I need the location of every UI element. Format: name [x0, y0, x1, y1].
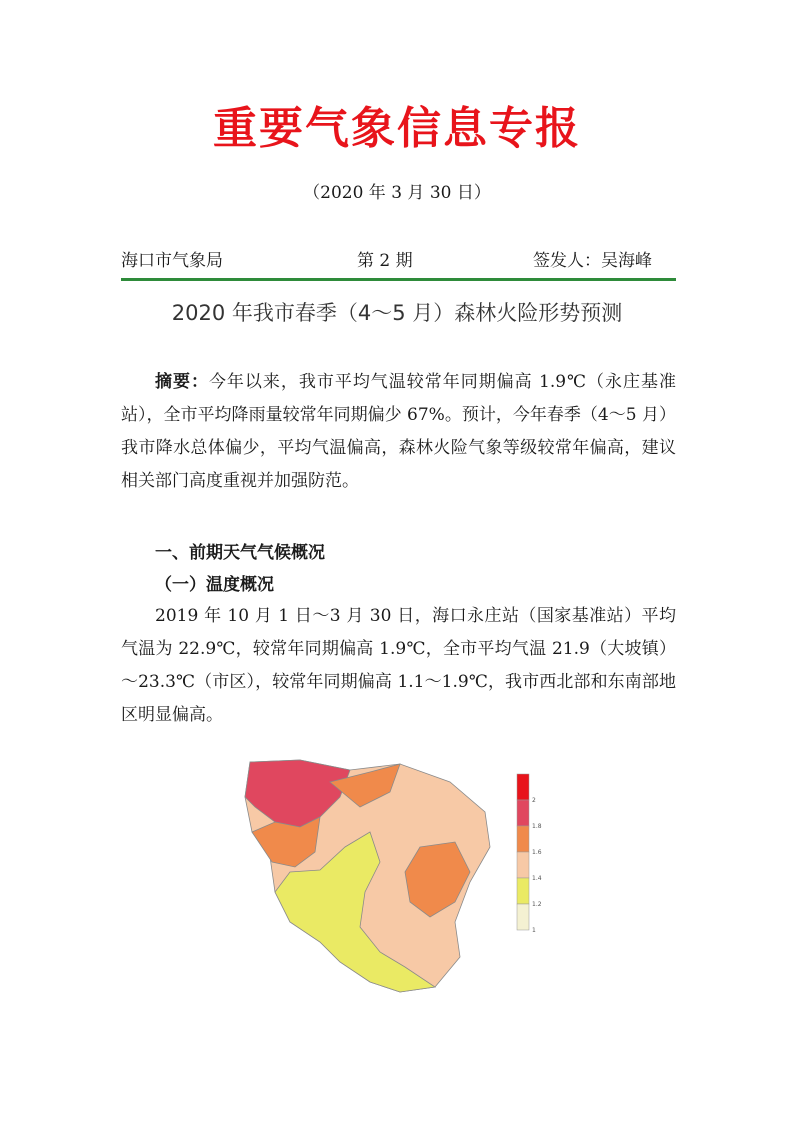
issue-number: 第 2 期: [357, 251, 413, 271]
abstract-paragraph: [121, 366, 676, 498]
signer: 签发人：吴海峰: [533, 251, 652, 271]
agency-name: 海口市气象局: [121, 251, 223, 271]
body-paragraph: 2019 年 10 月 1 日～3 月 30 日，海口永庄站（国家基准站）平均气温为 22.9℃，较常年同期偏高 1.9℃，全市平均气温 21.9（大坡镇）～23.3℃（市区），较常年同期偏高 1.1～1.9℃，我市西北部和东南部地区明显偏高。: [121, 606, 676, 725]
temperature-anomaly-map: [230, 752, 550, 1002]
map-legend: [517, 774, 542, 934]
legend-tick-label: 1.8: [532, 823, 542, 830]
map-regions: [245, 760, 490, 992]
legend-swatch: [517, 800, 529, 826]
legend-tick-label: 1: [532, 927, 536, 934]
header-divider: [121, 278, 676, 281]
legend-swatch: [517, 904, 529, 930]
section-heading: 一、前期天气气候概况: [155, 543, 325, 563]
legend-tick-label: 1.4: [532, 875, 542, 882]
report-title: 重要气象信息专报: [213, 103, 581, 154]
report-meta-row: [121, 246, 676, 270]
legend-swatch: [517, 852, 529, 878]
abstract-text: 今年以来，我市平均气温较常年同期偏高 1.9℃（永庄基准站），全市平均降雨量较常年同期偏少 67%。预计，今年春季（4～5 月）我市降水总体偏少，平均气温偏高，森林火险气象等级较常年偏高，建议相关部门高度重视并加强防范。: [121, 372, 676, 491]
article-title: 2020 年我市春季（4～5 月）森林火险形势预测: [171, 301, 623, 325]
legend-swatch: [517, 826, 529, 852]
abstract-label: 摘要：: [155, 372, 209, 392]
legend-swatch: [517, 878, 529, 904]
subsection-heading: （一）温度概况: [155, 575, 274, 595]
legend-tick-label: 1.6: [532, 849, 542, 856]
legend-swatch: [517, 774, 529, 800]
legend-tick-label: 2: [532, 797, 536, 804]
legend-tick-label: 1.2: [532, 901, 542, 908]
report-date: （2020 年 3 月 30 日）: [303, 183, 491, 203]
